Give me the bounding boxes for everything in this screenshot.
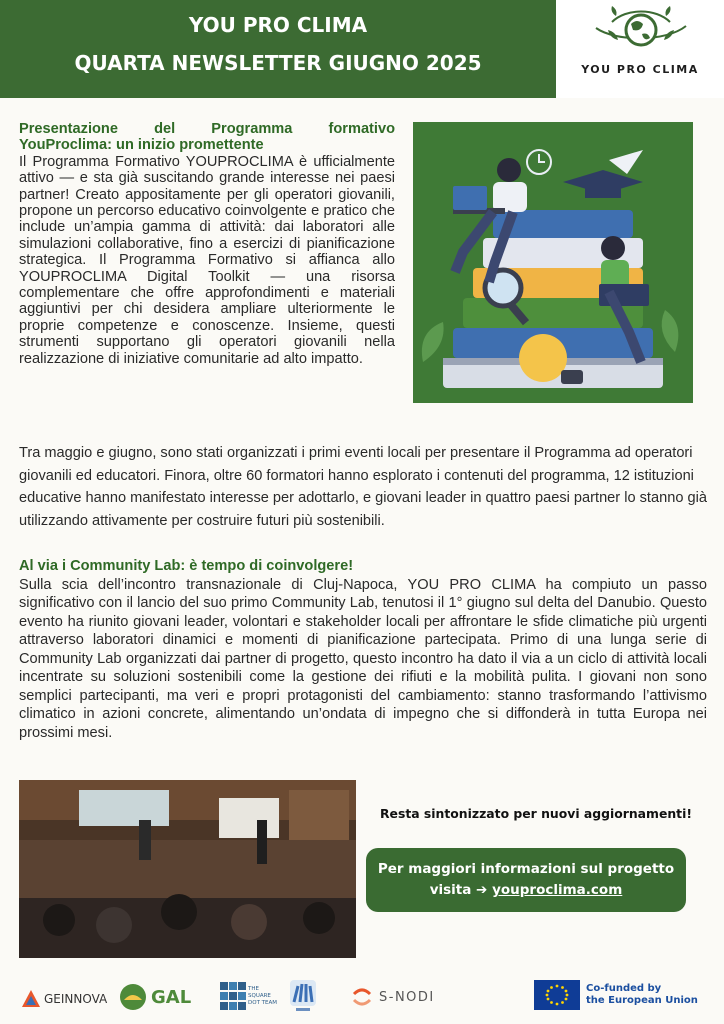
- community-lab-body: Sulla scia dell’incontro transnazionale di Cluj-Napoca, YOU PRO CLIMA ha compiuto un passo significativo con il lancio del suo primo Community Lab, tenutosi il 1° giugno sul delta del Danubio. Questo evento ha riunito giovani leader, volontari e stakeholder locali per affrontare le sfide climatiche più urgenti attraverso laboratori dinamici e momenti di pianificazione partecipata. Primo di una lunga serie di Community Lab organizzati dai partner di progetto, questo incontro ha dato il via a un ciclo di attività locali incentrate su soluzioni sostenibili come la gestione dei rifiuti e la mobilità pulita. I giovani non sono semplici partecipanti, ma veri e propri protagonisti del cambiamento: stanno trasformando l’attivismo climatico in azioni concrete, alimentando un’ondata di impegno che si diffonderà in tutta Europa nei prossimi mesi.: [19, 576, 707, 741]
- study-illustration: [413, 122, 693, 403]
- partner-snodi: [350, 986, 435, 1008]
- project-logo: [556, 0, 724, 98]
- training-program-section: [19, 121, 395, 367]
- header-banner: [0, 0, 556, 98]
- training-followup: Tra maggio e giugno, sono stati organizzati i primi eventi locali per presentare il Programma ad operatori giovanili ed educatori. Finora, oltre 60 formatori hanno esplorato i contenuti del programma, 12 istituzioni educative hanno manifestato interesse per adottarlo, e giovani leader in quattro paesi partner lo stanno già utilizzando attivamente per costruire futuri più sostenibili.: [19, 445, 707, 529]
- training-body: Il Programma Formativo YOUPROCLIMA è ufficialmente attivo — e sta già suscitando grande interesse nei paesi partner! Creato appositamente per gli operatori giovanili, propone un percorso educativo coinvolgente e pratico che include un’ampia gamma di attività: dai laboratori alle simulazioni collaborative, fino a esercizi di pianificazione strategica. Il Programma Formativo si affianca allo YOUPROCLIMA Digital Toolkit — una risorsa complementare che offre approfondimenti e materiali aggiuntivi per chi desidera ampliare ulteriormente le proprie competenze e conoscenze. Insieme, questi strumenti supportano gli operatori giovanili nella realizzazione di iniziative comunitarie ad alto impatto.: [19, 153, 395, 367]
- eu-cofunding: [534, 980, 698, 1010]
- eu-line-1: Co-funded by: [586, 983, 662, 994]
- newsletter-subtitle: QUARTA NEWSLETTER GIUGNO 2025: [74, 51, 482, 75]
- partner-name: S-NODI: [379, 989, 435, 1005]
- gal-logo-icon: [118, 982, 148, 1012]
- partner-name: THE SQUARE DOT TEAM: [248, 985, 278, 1006]
- partner-geinnova: [20, 988, 107, 1010]
- partner-name: GEINNOVA: [44, 992, 108, 1006]
- stay-tuned-text: Resta sintonizzato per nuovi aggiornamenti!: [380, 806, 692, 821]
- eu-flag-icon: [534, 980, 580, 1010]
- workshop-photo-image: [19, 780, 356, 958]
- community-lab-photo: [19, 780, 356, 958]
- cta-link-line: [366, 880, 686, 901]
- partner-name: GAL: [151, 986, 192, 1008]
- partner-gal: [118, 982, 191, 1012]
- hands-tree-logo-icon: [288, 978, 318, 1014]
- section-heading-community-lab: Al via i Community Lab: è tempo di coinvolgere!: [19, 558, 354, 574]
- logo-text: YOU PRO CLIMA: [581, 63, 699, 76]
- community-lab-section: [19, 557, 707, 742]
- section-heading-training: Presentazione del Programma formativo YouProclima: un inizio promettente: [19, 121, 395, 154]
- cta-line: Per maggiori informazioni sul progetto: [377, 861, 675, 877]
- globe-leaves-icon: [556, 0, 724, 60]
- partner-square-dot: [220, 982, 278, 1010]
- partner-youth-org: [288, 978, 318, 1014]
- partner-footer: [0, 968, 724, 1024]
- project-website-link[interactable]: youproclima.com: [492, 882, 623, 898]
- square-dot-logo-icon: [220, 982, 246, 1010]
- books-students-illustration: [413, 122, 693, 403]
- info-cta-box[interactable]: [366, 848, 686, 912]
- snodi-logo-icon: [350, 986, 374, 1008]
- newsletter-title: YOU PRO CLIMA: [188, 13, 368, 37]
- cta-prefix: visita ➔: [429, 882, 493, 898]
- eu-line-2: the European Union: [586, 995, 698, 1006]
- geinnova-logo-icon: [20, 988, 42, 1010]
